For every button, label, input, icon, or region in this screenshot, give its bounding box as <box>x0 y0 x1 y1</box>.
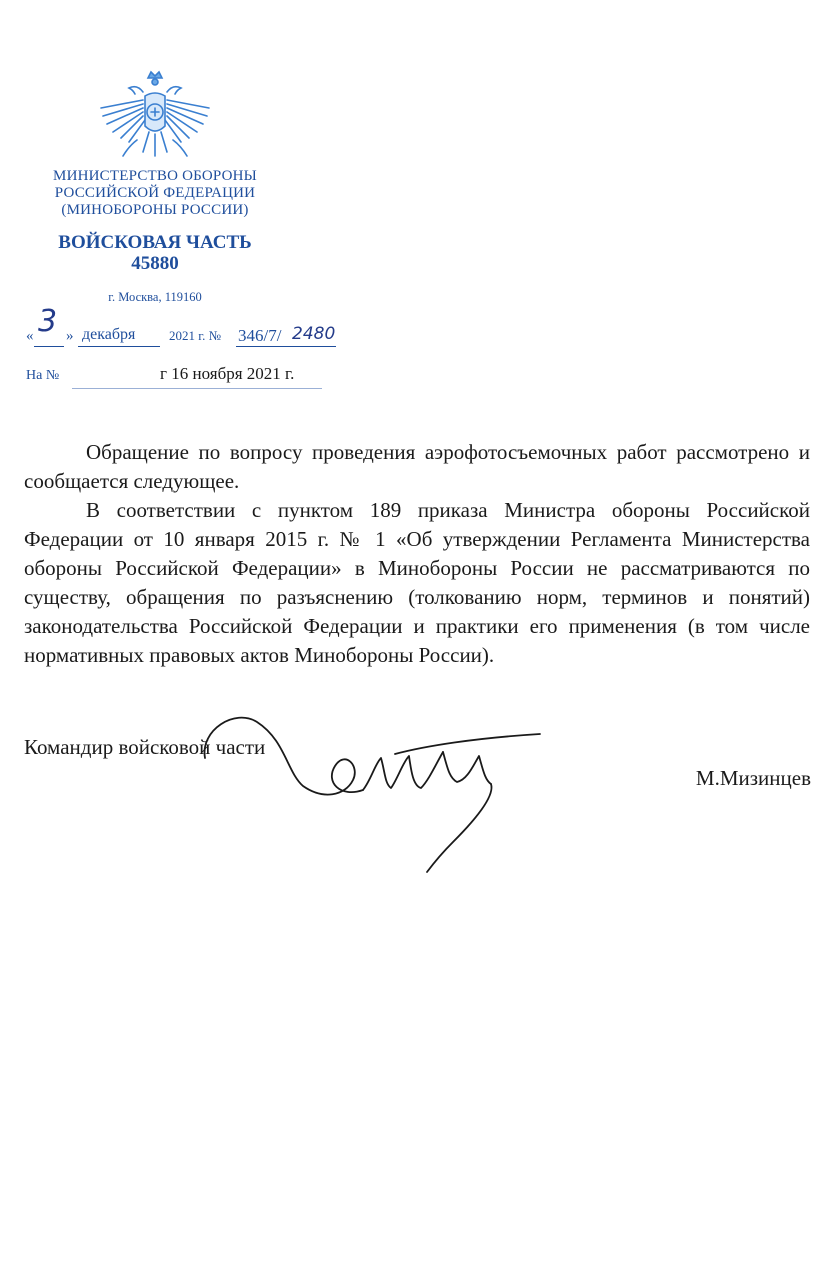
reference-date: г 16 ноября 2021 г. <box>160 364 295 383</box>
body-paragraph-2: В соответствии с пунктом 189 приказа Министра обороны Российской Федерации от 10 января 2015 г. № 1 «Об утверждении Регламента Министерства обороны Российской Федерации» в Минобороны России не рассматриваются по существу, обращения по разъяснению (толкованию норм, терминов и понятий) законодательства Российской Федерации и практики его применения (в том числе нормативных правовых актов Минобороны России). <box>24 498 810 667</box>
military-unit <box>30 232 280 274</box>
ministry-line-3: (МИНОБОРОНЫ РОССИИ) <box>61 202 249 218</box>
month-underline <box>78 346 160 347</box>
reference-line <box>26 364 346 392</box>
handwritten-number: 2480 <box>292 324 336 344</box>
city-address: г. Москва, 119160 <box>108 290 202 304</box>
reference-underline <box>72 388 322 389</box>
reference-label: На № <box>26 368 60 383</box>
ministry-line-2: РОССИЙСКОЙ ФЕДЕРАЦИИ <box>54 185 256 201</box>
ministry-name <box>30 168 280 219</box>
year-and-number-label: 2021 г. № <box>169 328 222 343</box>
outgoing-date-line <box>26 304 346 352</box>
day-underline <box>34 346 64 347</box>
open-quote: « <box>26 328 34 344</box>
body-paragraph-1: Обращение по вопросу проведения аэрофотосъемочных работ рассмотрено и сообщается следующее. <box>24 440 810 493</box>
handwritten-day: 3 <box>38 304 58 339</box>
close-quote: » <box>66 328 74 344</box>
handwritten-signature-icon <box>195 700 555 880</box>
unit-number: 45880 <box>131 253 179 274</box>
signatory-title: Командир войсковой части <box>24 735 266 759</box>
ministry-line-1: МИНИСТЕРСТВО ОБОРОНЫ <box>53 168 257 184</box>
number-underline <box>236 346 336 347</box>
document-number: 346/7/ <box>238 326 282 345</box>
month: декабря <box>82 326 136 343</box>
unit-title: ВОЙСКОВАЯ ЧАСТЬ <box>58 232 252 253</box>
letter-body <box>24 438 810 670</box>
double-headed-eagle-icon <box>93 70 217 162</box>
signatory-name: М.Мизинцев <box>695 766 811 790</box>
